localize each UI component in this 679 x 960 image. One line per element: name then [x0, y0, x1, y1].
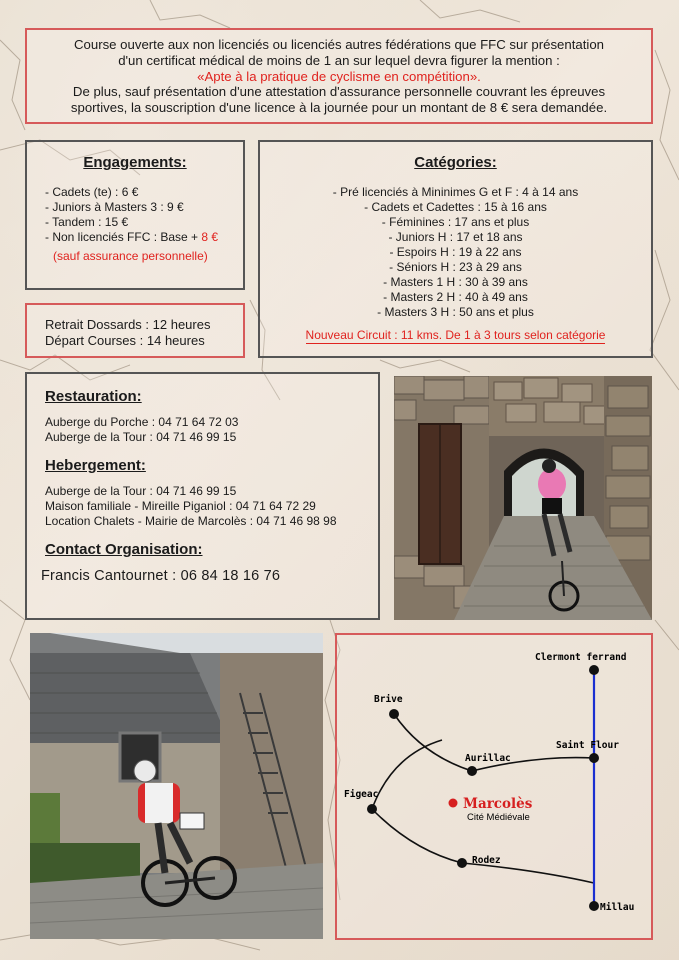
fee-non-licensed-label: - Non licenciés FFC : Base + [45, 230, 202, 244]
category-item: - Masters 1 H : 30 à 39 ans [383, 275, 528, 289]
notice-line-4: De plus, sauf présentation d'une attestation d'assurance personnelle couvrant les épreuves [72, 84, 606, 100]
category-item: - Juniors H : 17 et 18 ans [388, 230, 523, 244]
restauration-title: Restauration: [45, 388, 142, 405]
city-dot-rodez [457, 858, 467, 868]
category-item: - Masters 2 H : 40 à 49 ans [383, 290, 528, 304]
practical-info-box [25, 372, 380, 620]
categories-title: Catégories: [414, 154, 497, 171]
road-rodez-millau [462, 863, 594, 883]
city-label-millau: Millau [600, 902, 635, 913]
city-dot-aurillac [467, 766, 477, 776]
city-label-saint-flour: Saint Flour [556, 740, 619, 751]
bib-pickup-time: Retrait Dossards : 12 heures [45, 317, 211, 332]
fee-non-licensed-extra: 8 € [201, 230, 219, 244]
race-start-time: Départ Courses : 14 heures [45, 333, 205, 348]
city-dot-figeac [367, 804, 377, 814]
city-label-rodez: Rodez [472, 855, 501, 866]
photo-cyclist-alley [394, 376, 652, 620]
city-dot-clermont [589, 665, 599, 675]
restaurant-item: Auberge de la Tour : 04 71 46 99 15 [45, 430, 237, 444]
notice-line-1: Course ouverte aux non licenciés ou licenciés autres fédérations que FFC sur présentation [74, 37, 604, 52]
license-notice [25, 28, 653, 124]
city-label-clermont: Clermont ferrand [535, 652, 627, 663]
engagements-title: Engagements: [83, 154, 187, 171]
city-label-figeac: Figeac [344, 789, 379, 800]
marcoles-label: Marcolès [463, 796, 533, 812]
fee-item: - Tandem : 15 € [45, 215, 129, 229]
circuit-info: Nouveau Circuit : 11 kms. De 1 à 3 tours selon catégorie [305, 328, 606, 342]
restaurant-item: Auberge du Porche : 04 71 64 72 03 [45, 415, 239, 429]
city-label-brive: Brive [374, 694, 403, 705]
fee-item: - Juniors à Masters 3 : 9 € [45, 200, 184, 214]
categories-box [258, 140, 653, 358]
category-item: - Séniors H : 23 à 29 ans [389, 260, 522, 274]
category-item: - Masters 3 H : 50 ans et plus [377, 305, 534, 319]
marcoles-subtitle: Cité Médiévale [467, 812, 530, 823]
hebergement-title: Hebergement: [45, 457, 146, 474]
access-map [335, 633, 653, 940]
insurance-note: (sauf assurance personnelle) [53, 249, 208, 263]
category-item: - Cadets et Cadettes : 15 à 16 ans [364, 200, 547, 214]
road-figeac-rodez [372, 809, 462, 863]
category-item: - Espoirs H : 19 à 22 ans [389, 245, 522, 259]
notice-mention: «Apte à la pratique de cyclisme en compétition». [197, 68, 481, 84]
fee-item: - Cadets (te) : 6 € [45, 185, 139, 199]
city-dot-brive [389, 709, 399, 719]
category-item: - Féminines : 17 ans et plus [381, 215, 530, 229]
notice-line-5: sportives, la souscription d'une licence à la journée pour un montant de 8 € sera demandée. [70, 100, 608, 116]
contact-name-phone: Francis Cantournet : 06 84 18 16 76 [41, 568, 281, 584]
lodging-item: Maison familiale - Mireille Piganiol : 04 71 64 72 29 [45, 499, 316, 513]
schedule-box [25, 303, 245, 358]
city-label-aurillac: Aurillac [465, 753, 511, 764]
engagements-box [25, 140, 245, 290]
lodging-item: Location Chalets - Mairie de Marcolès : 04 71 46 98 98 [45, 514, 337, 528]
fee-item-non-licensed [45, 230, 243, 245]
city-dot-saint-flour [589, 753, 599, 763]
photo-cyclist-village [30, 633, 323, 939]
contact-title: Contact Organisation: [45, 541, 203, 558]
marcoles-marker [449, 799, 458, 808]
lodging-item: Auberge de la Tour : 04 71 46 99 15 [45, 484, 237, 498]
road-figeac-brive [372, 740, 442, 809]
category-item: - Pré licenciés à Mininimes G et F : 4 à 14 ans [332, 185, 579, 199]
notice-line-2: d'un certificat médical de moins de 1 an sur lequel devra figurer la mention : [118, 52, 560, 68]
city-dot-millau [589, 901, 599, 911]
